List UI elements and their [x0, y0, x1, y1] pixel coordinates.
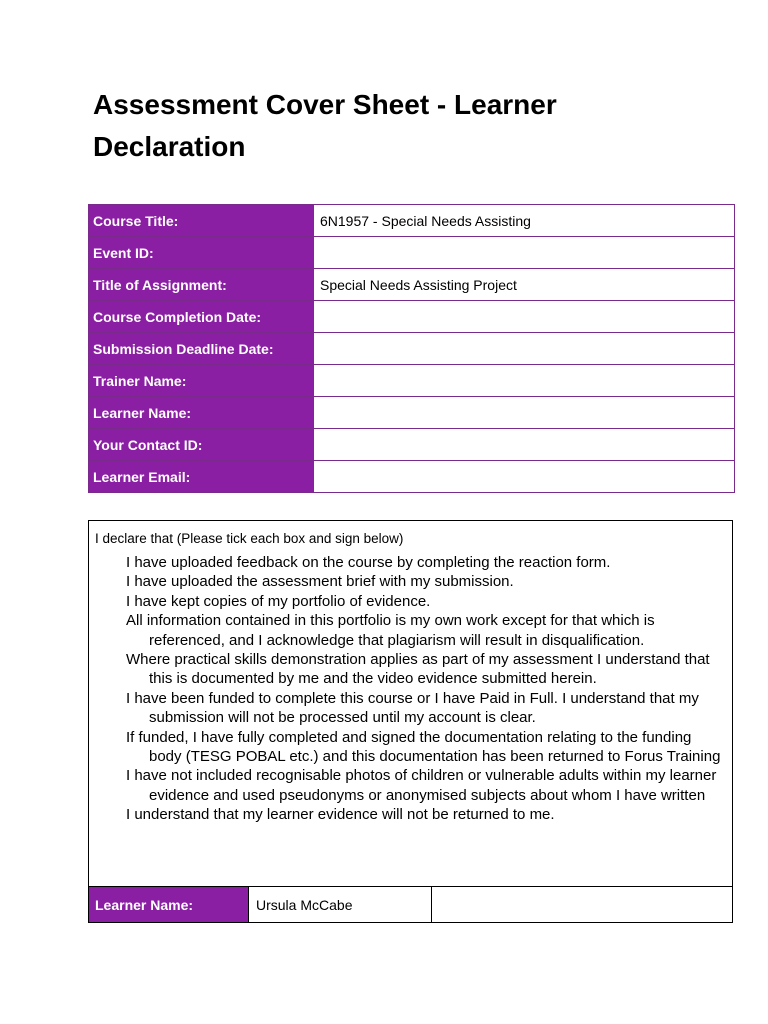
- submission-deadline-label: Submission Deadline Date:: [89, 333, 314, 365]
- learner-name-field[interactable]: [314, 397, 735, 429]
- declaration-item[interactable]: All information contained in this portfolio is my own work except for that which is referenced, and I acknowledge that plagiarism will result in disqualification.: [126, 612, 655, 649]
- contact-id-field[interactable]: [314, 429, 735, 461]
- signature-learner-name-field[interactable]: Ursula McCabe: [249, 887, 432, 923]
- declaration-item[interactable]: I have kept copies of my portfolio of evidence.: [126, 592, 431, 610]
- trainer-name-label: Trainer Name:: [89, 365, 314, 397]
- course-title-label: Course Title:: [89, 205, 314, 237]
- table-row: [89, 269, 735, 301]
- declaration-item[interactable]: I have been funded to complete this course or I have Paid in Full. I understand that my submission will not be processed until my account is clear.: [126, 689, 699, 727]
- event-id-label: Event ID:: [89, 237, 314, 269]
- table-row: [89, 237, 735, 269]
- declaration-intro: I declare that (Please tick each box and sign below): [95, 531, 404, 546]
- declaration-item[interactable]: I have uploaded the assessment brief with my submission.: [126, 573, 514, 591]
- signature-row: [88, 886, 733, 923]
- declaration-item[interactable]: Where practical skills demonstration applies as part of my assessment I understand that this is documented by me and the video evidence submitted herein.: [126, 651, 710, 688]
- learner-name-label: Learner Name:: [89, 397, 314, 429]
- completion-date-label: Course Completion Date:: [89, 301, 314, 333]
- course-title-field[interactable]: 6N1957 - Special Needs Assisting: [314, 205, 735, 237]
- table-row: [89, 205, 735, 237]
- assignment-title-label: Title of Assignment:: [89, 269, 314, 301]
- table-row: [89, 397, 735, 429]
- declaration-box: [88, 520, 733, 923]
- declaration-list: [126, 553, 726, 825]
- learner-email-field[interactable]: [314, 461, 735, 493]
- event-id-field[interactable]: [314, 237, 735, 269]
- signature-learner-name-label: Learner Name:: [88, 887, 249, 923]
- completion-date-field[interactable]: [314, 301, 735, 333]
- table-row: [89, 461, 735, 493]
- table-row: [89, 429, 735, 461]
- trainer-name-field[interactable]: [314, 365, 735, 397]
- declaration-item[interactable]: I have not included recognisable photos of children or vulnerable adults within my learner evidence and used pseudonyms or anonymised subjects about whom I have written: [126, 767, 717, 804]
- page-title: Assessment Cover Sheet - Learner Declaration: [93, 89, 557, 162]
- declaration-item[interactable]: If funded, I have fully completed and signed the documentation relating to the funding body (TESG POBAL etc.) and this documentation has been returned to Forus Training: [126, 728, 721, 766]
- learner-email-label: Learner Email:: [89, 461, 314, 493]
- declaration-item[interactable]: I understand that my learner evidence will not be returned to me.: [126, 806, 555, 824]
- declaration-item[interactable]: I have uploaded feedback on the course by completing the reaction form.: [126, 554, 611, 571]
- course-info-table: [88, 204, 735, 493]
- signature-field[interactable]: [432, 887, 733, 923]
- contact-id-label: Your Contact ID:: [89, 429, 314, 461]
- table-row: [89, 301, 735, 333]
- table-row: [89, 365, 735, 397]
- submission-deadline-field[interactable]: [314, 333, 735, 365]
- assignment-title-field[interactable]: Special Needs Assisting Project: [314, 269, 735, 301]
- table-row: [89, 333, 735, 365]
